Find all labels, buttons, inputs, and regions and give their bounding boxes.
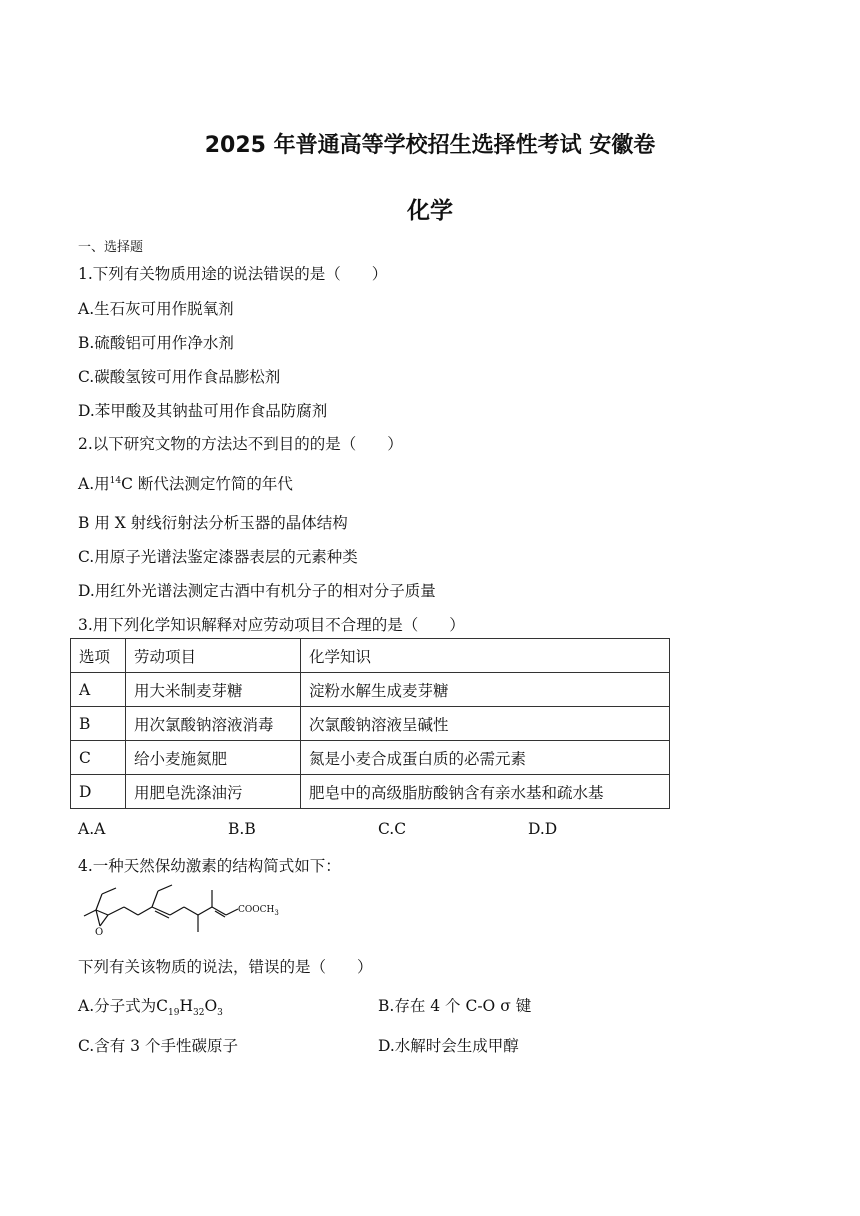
q1-option-b: B.硫酸铝可用作净水剂: [78, 334, 234, 352]
table-header-cell: 选项: [71, 639, 126, 673]
table-row: [71, 673, 670, 707]
q3-answer-b: B.B: [228, 820, 256, 838]
table-header-cell: 劳动项目: [126, 639, 301, 673]
isotope-mass-number: 14: [109, 475, 122, 486]
q3-stem: 3.用下列化学知识解释对应劳动项目不合理的是（ ）: [78, 616, 465, 634]
table-cell: D: [71, 775, 126, 809]
table-cell: B: [71, 707, 126, 741]
q3-table: [70, 638, 670, 809]
table-cell: 给小麦施氮肥: [126, 741, 301, 775]
q2-option-a-post: C 断代法测定竹简的年代: [121, 475, 293, 493]
page-title: 2025 年普通高等学校招生选择性考试 安徽卷: [204, 133, 656, 158]
table-cell: 用次氯酸钠溶液消毒: [126, 707, 301, 741]
juvenile-hormone-structure: [78, 880, 298, 942]
table-row: [71, 775, 670, 809]
q2-option-a: [78, 472, 293, 494]
q1-option-c: C.碳酸氢铵可用作食品膨松剂: [78, 368, 281, 386]
subject-title: 化学: [407, 198, 453, 224]
q4-question: 下列有关该物质的说法，错误的是（ ）: [78, 958, 373, 976]
epoxide-oxygen-label: O: [95, 927, 104, 938]
table-cell: 淀粉水解生成麦芽糖: [301, 673, 670, 707]
q3-answer-d: D.D: [528, 820, 558, 838]
q1-stem: 1.下列有关物质用途的说法错误的是（ ）: [78, 265, 388, 283]
q2-option-d: D.用红外光谱法测定古酒中有机分子的相对分子质量: [78, 582, 436, 600]
q2-option-c: C.用原子光谱法鉴定漆器表层的元素种类: [78, 548, 358, 566]
q4-stem: 4.一种天然保幼激素的结构简式如下：: [78, 857, 341, 875]
q4-option-b: B.存在 4 个 C-O σ 键: [378, 997, 532, 1015]
q4-option-a: [78, 994, 223, 1018]
q3-answer-a: A.A: [78, 820, 106, 838]
q1-option-d: D.苯甲酸及其钠盐可用作食品防腐剂: [78, 402, 328, 420]
q1-option-a: A.生石灰可用作脱氧剂: [78, 300, 234, 318]
table-row: [71, 741, 670, 775]
q4-option-c: C.含有 3 个手性碳原子: [78, 1037, 238, 1055]
table-cell: 用肥皂洗涤油污: [126, 775, 301, 809]
table-row: [71, 707, 670, 741]
table-cell: 用大米制麦芽糖: [126, 673, 301, 707]
q4-option-d: D.水解时会生成甲醇: [378, 1037, 519, 1055]
table-header-cell: 化学知识: [301, 639, 670, 673]
table-cell: 次氯酸钠溶液呈碱性: [301, 707, 670, 741]
table-cell: 肥皂中的高级脂肪酸钠含有亲水基和疏水基: [301, 775, 670, 809]
table-cell: C: [71, 741, 126, 775]
q4-option-a-pre: A.分子式为: [78, 997, 157, 1015]
section-heading: 一、选择题: [78, 240, 144, 255]
ester-group-label: $COOCH_3$: [238, 905, 279, 917]
q2-option-a-pre: A.用: [78, 475, 110, 493]
table-cell: A: [71, 673, 126, 707]
molecular-formula: $C_{19}H_{32}O_3$: [156, 997, 223, 1019]
q2-option-b: B 用 X 射线衍射法分析玉器的晶体结构: [78, 514, 348, 532]
q2-stem: 2.以下研究文物的方法达不到目的的是（ ）: [78, 435, 403, 453]
table-cell: 氮是小麦合成蛋白质的必需元素: [301, 741, 670, 775]
q3-answer-c: C.C: [378, 820, 407, 838]
table-header-row: [71, 639, 670, 673]
